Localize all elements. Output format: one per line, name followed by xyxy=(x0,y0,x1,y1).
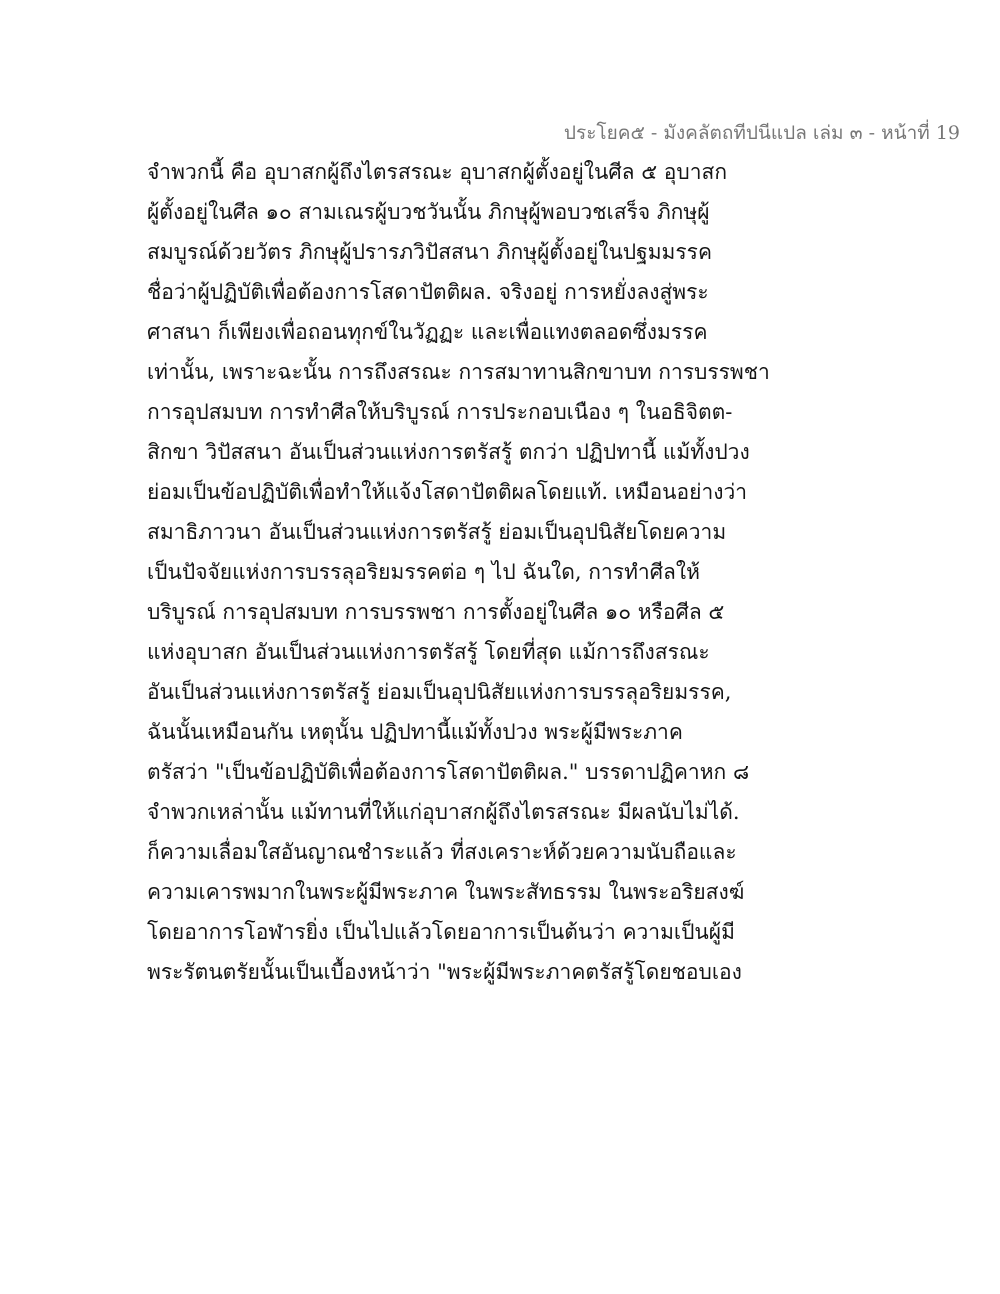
running-header: ประโยค๕ - มังคลัตถทีปนีแปล เล่ม ๓ - หน้าที่ 19 xyxy=(563,122,960,144)
text-line: สมาธิภาวนา อันเป็นส่วนแห่งการตรัสรู้ ย่อมเป็นอุปนิสัยโดยความ xyxy=(147,520,727,544)
text-line: ผู้ตั้งอยู่ในศีล ๑๐ สามเณรผู้บวชวันนั้น ภิกษุผู้พอบวชเสร็จ ภิกษุผู้ xyxy=(147,200,710,224)
text-line: ย่อมเป็นข้อปฏิบัติเพื่อทำให้แจ้งโสดาปัตติผลโดยแท้. เหมือนอย่างว่า xyxy=(147,480,748,504)
text-line: เท่านั้น, เพราะฉะนั้น การถึงสรณะ การสมาทานสิกขาบท การบรรพชา xyxy=(147,360,770,384)
text-line: พระรัตนตรัยนั้นเป็นเบื้องหน้าว่า "พระผู้มีพระภาคตรัสรู้โดยชอบเอง xyxy=(147,960,742,984)
body-text xyxy=(147,152,987,992)
text-line: สิกขา วิปัสสนา อันเป็นส่วนแห่งการตรัสรู้ ตกว่า ปฏิปทานี้ แม้ทั้งปวง xyxy=(147,440,750,464)
text-line: ชื่อว่าผู้ปฏิบัติเพื่อต้องการโสดาปัตติผล. จริงอยู่ การหยั่งลงสู่พระ xyxy=(147,280,709,304)
text-line: ตรัสว่า "เป็นข้อปฏิบัติเพื่อต้องการโสดาปัตติผล." บรรดาปฏิคาหก ๘ xyxy=(147,760,750,784)
text-line: จำพวกนี้ คือ อุบาสกผู้ถึงไตรสรณะ อุบาสกผู้ตั้งอยู่ในศีล ๕ อุบาสก xyxy=(147,160,728,184)
text-line: ความเคารพมากในพระผู้มีพระภาค ในพระสัทธรรม ในพระอริยสงฆ์ xyxy=(147,880,745,904)
text-line: ศาสนา ก็เพียงเพื่อถอนทุกข์ในวัฏฏะ และเพื่อแทงตลอดซึ่งมรรค xyxy=(147,320,708,344)
text-line: จำพวกเหล่านั้น แม้ทานที่ให้แก่อุบาสกผู้ถึงไตรสรณะ มีผลนับไม่ได้. xyxy=(147,800,740,824)
text-line: การอุปสมบท การทำศีลให้บริบูรณ์ การประกอบเนือง ๆ ในอธิจิตต- xyxy=(147,400,733,424)
text-line: ฉันนั้นเหมือนกัน เหตุนั้น ปฏิปทานี้แม้ทั้งปวง พระผู้มีพระภาค xyxy=(147,720,683,744)
text-line: อันเป็นส่วนแห่งการตรัสรู้ ย่อมเป็นอุปนิสัยแห่งการบรรลุอริยมรรค, xyxy=(147,680,732,704)
text-line: สมบูรณ์ด้วยวัตร ภิกษุผู้ปรารภวิปัสสนา ภิกษุผู้ตั้งอยู่ในปฐมมรรค xyxy=(147,240,713,264)
text-line: โดยอาการโอฬารยิ่ง เป็นไปแล้วโดยอาการเป็นต้นว่า ความเป็นผู้มี xyxy=(147,920,735,944)
text-line: ก็ความเลื่อมใสอันญาณชำระแล้ว ที่สงเคราะห์ด้วยความนับถือและ xyxy=(147,840,737,864)
text-line: บริบูรณ์ การอุปสมบท การบรรพชา การตั้งอยู่ในศีล ๑๐ หรือศีล ๕ xyxy=(147,600,725,624)
text-line: เป็นปัจจัยแห่งการบรรลุอริยมรรคต่อ ๆ ไป ฉันใด, การทำศีลให้ xyxy=(147,560,700,584)
text-line: แห่งอุบาสก อันเป็นส่วนแห่งการตรัสรู้ โดยที่สุด แม้การถึงสรณะ xyxy=(147,640,710,664)
